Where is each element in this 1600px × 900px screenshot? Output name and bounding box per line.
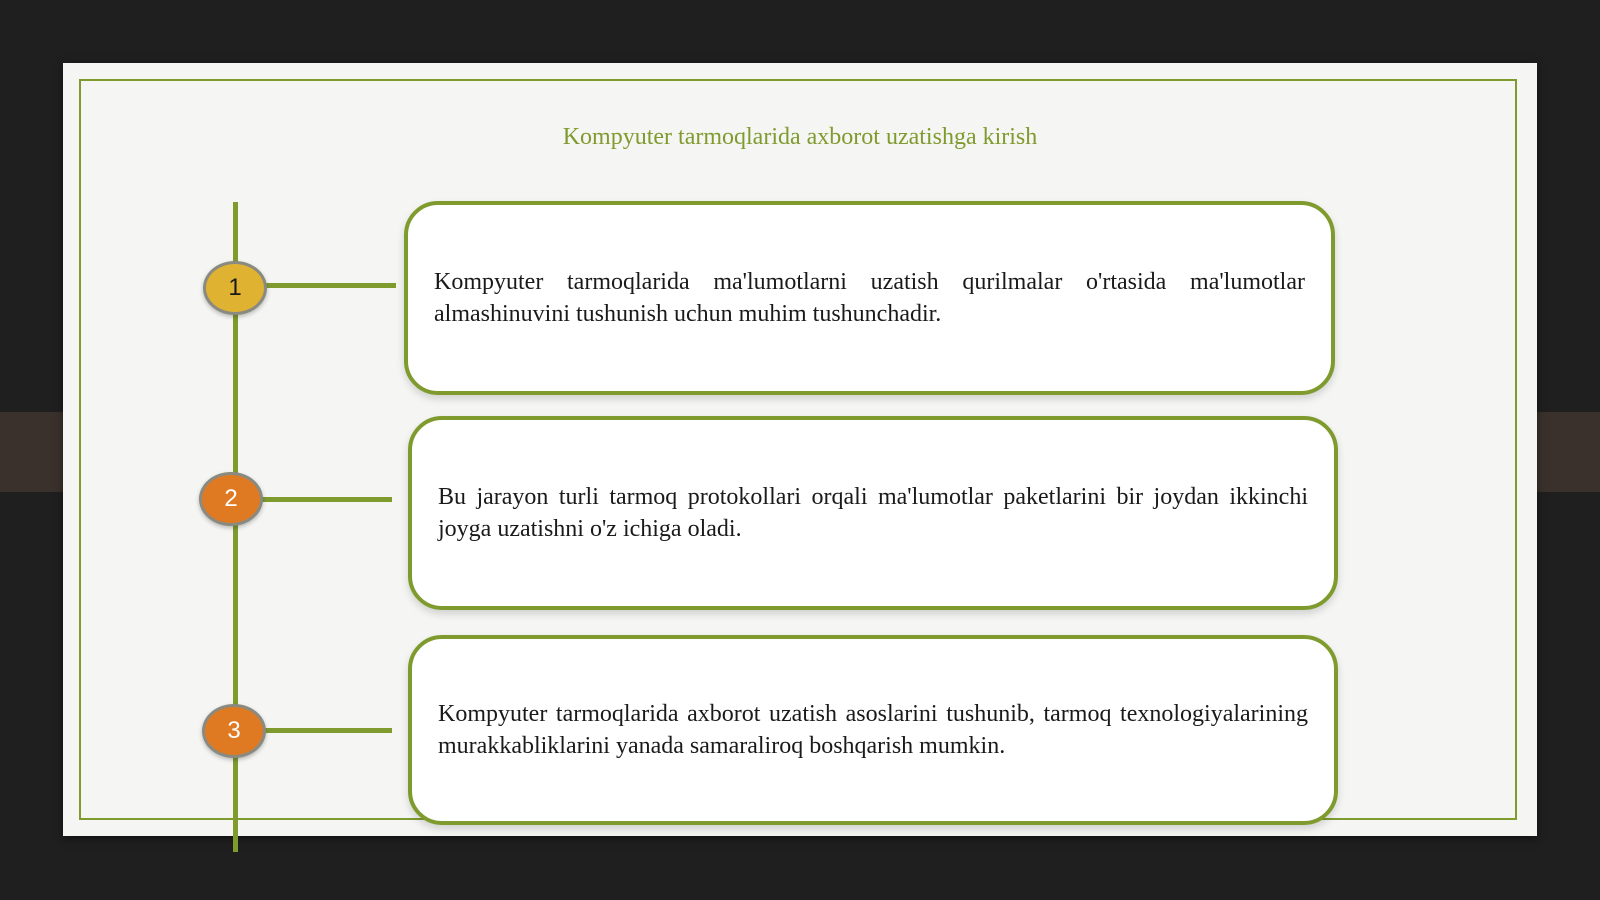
timeline-node-3 bbox=[202, 704, 266, 758]
timeline-node-number: 3 bbox=[227, 717, 241, 744]
step-card-text: Kompyuter tarmoqlarida ma'lumotlarni uzatish qurilmalar o'rtasida ma'lumotlar almashinuvini tushunish uchun muhim tushunchadir. bbox=[434, 269, 1305, 327]
slide-title: Kompyuter tarmoqlarida axborot uzatishga kirish bbox=[562, 124, 1038, 150]
timeline-connector-3 bbox=[265, 728, 392, 733]
step-card-1 bbox=[404, 201, 1335, 395]
timeline-node-number: 1 bbox=[228, 274, 242, 301]
timeline-node-1 bbox=[203, 261, 267, 315]
timeline-connector-2 bbox=[262, 497, 392, 502]
timeline-node-2 bbox=[199, 472, 263, 526]
step-card-text: Kompyuter tarmoqlarida axborot uzatish asoslarini tushunib, tarmoq texnologiyalarining murakkabliklarini yanada samaraliroq boshqarish mumkin. bbox=[438, 701, 1308, 759]
step-card-2 bbox=[408, 416, 1338, 610]
step-card-3 bbox=[408, 635, 1338, 825]
step-card-text: Bu jarayon turli tarmoq protokollari orqali ma'lumotlar paketlarini bir joydan ikkinchi joyga uzatishni o'z ichiga oladi. bbox=[438, 484, 1308, 542]
timeline-node-number: 2 bbox=[224, 485, 238, 512]
timeline-connector-1 bbox=[266, 283, 396, 288]
